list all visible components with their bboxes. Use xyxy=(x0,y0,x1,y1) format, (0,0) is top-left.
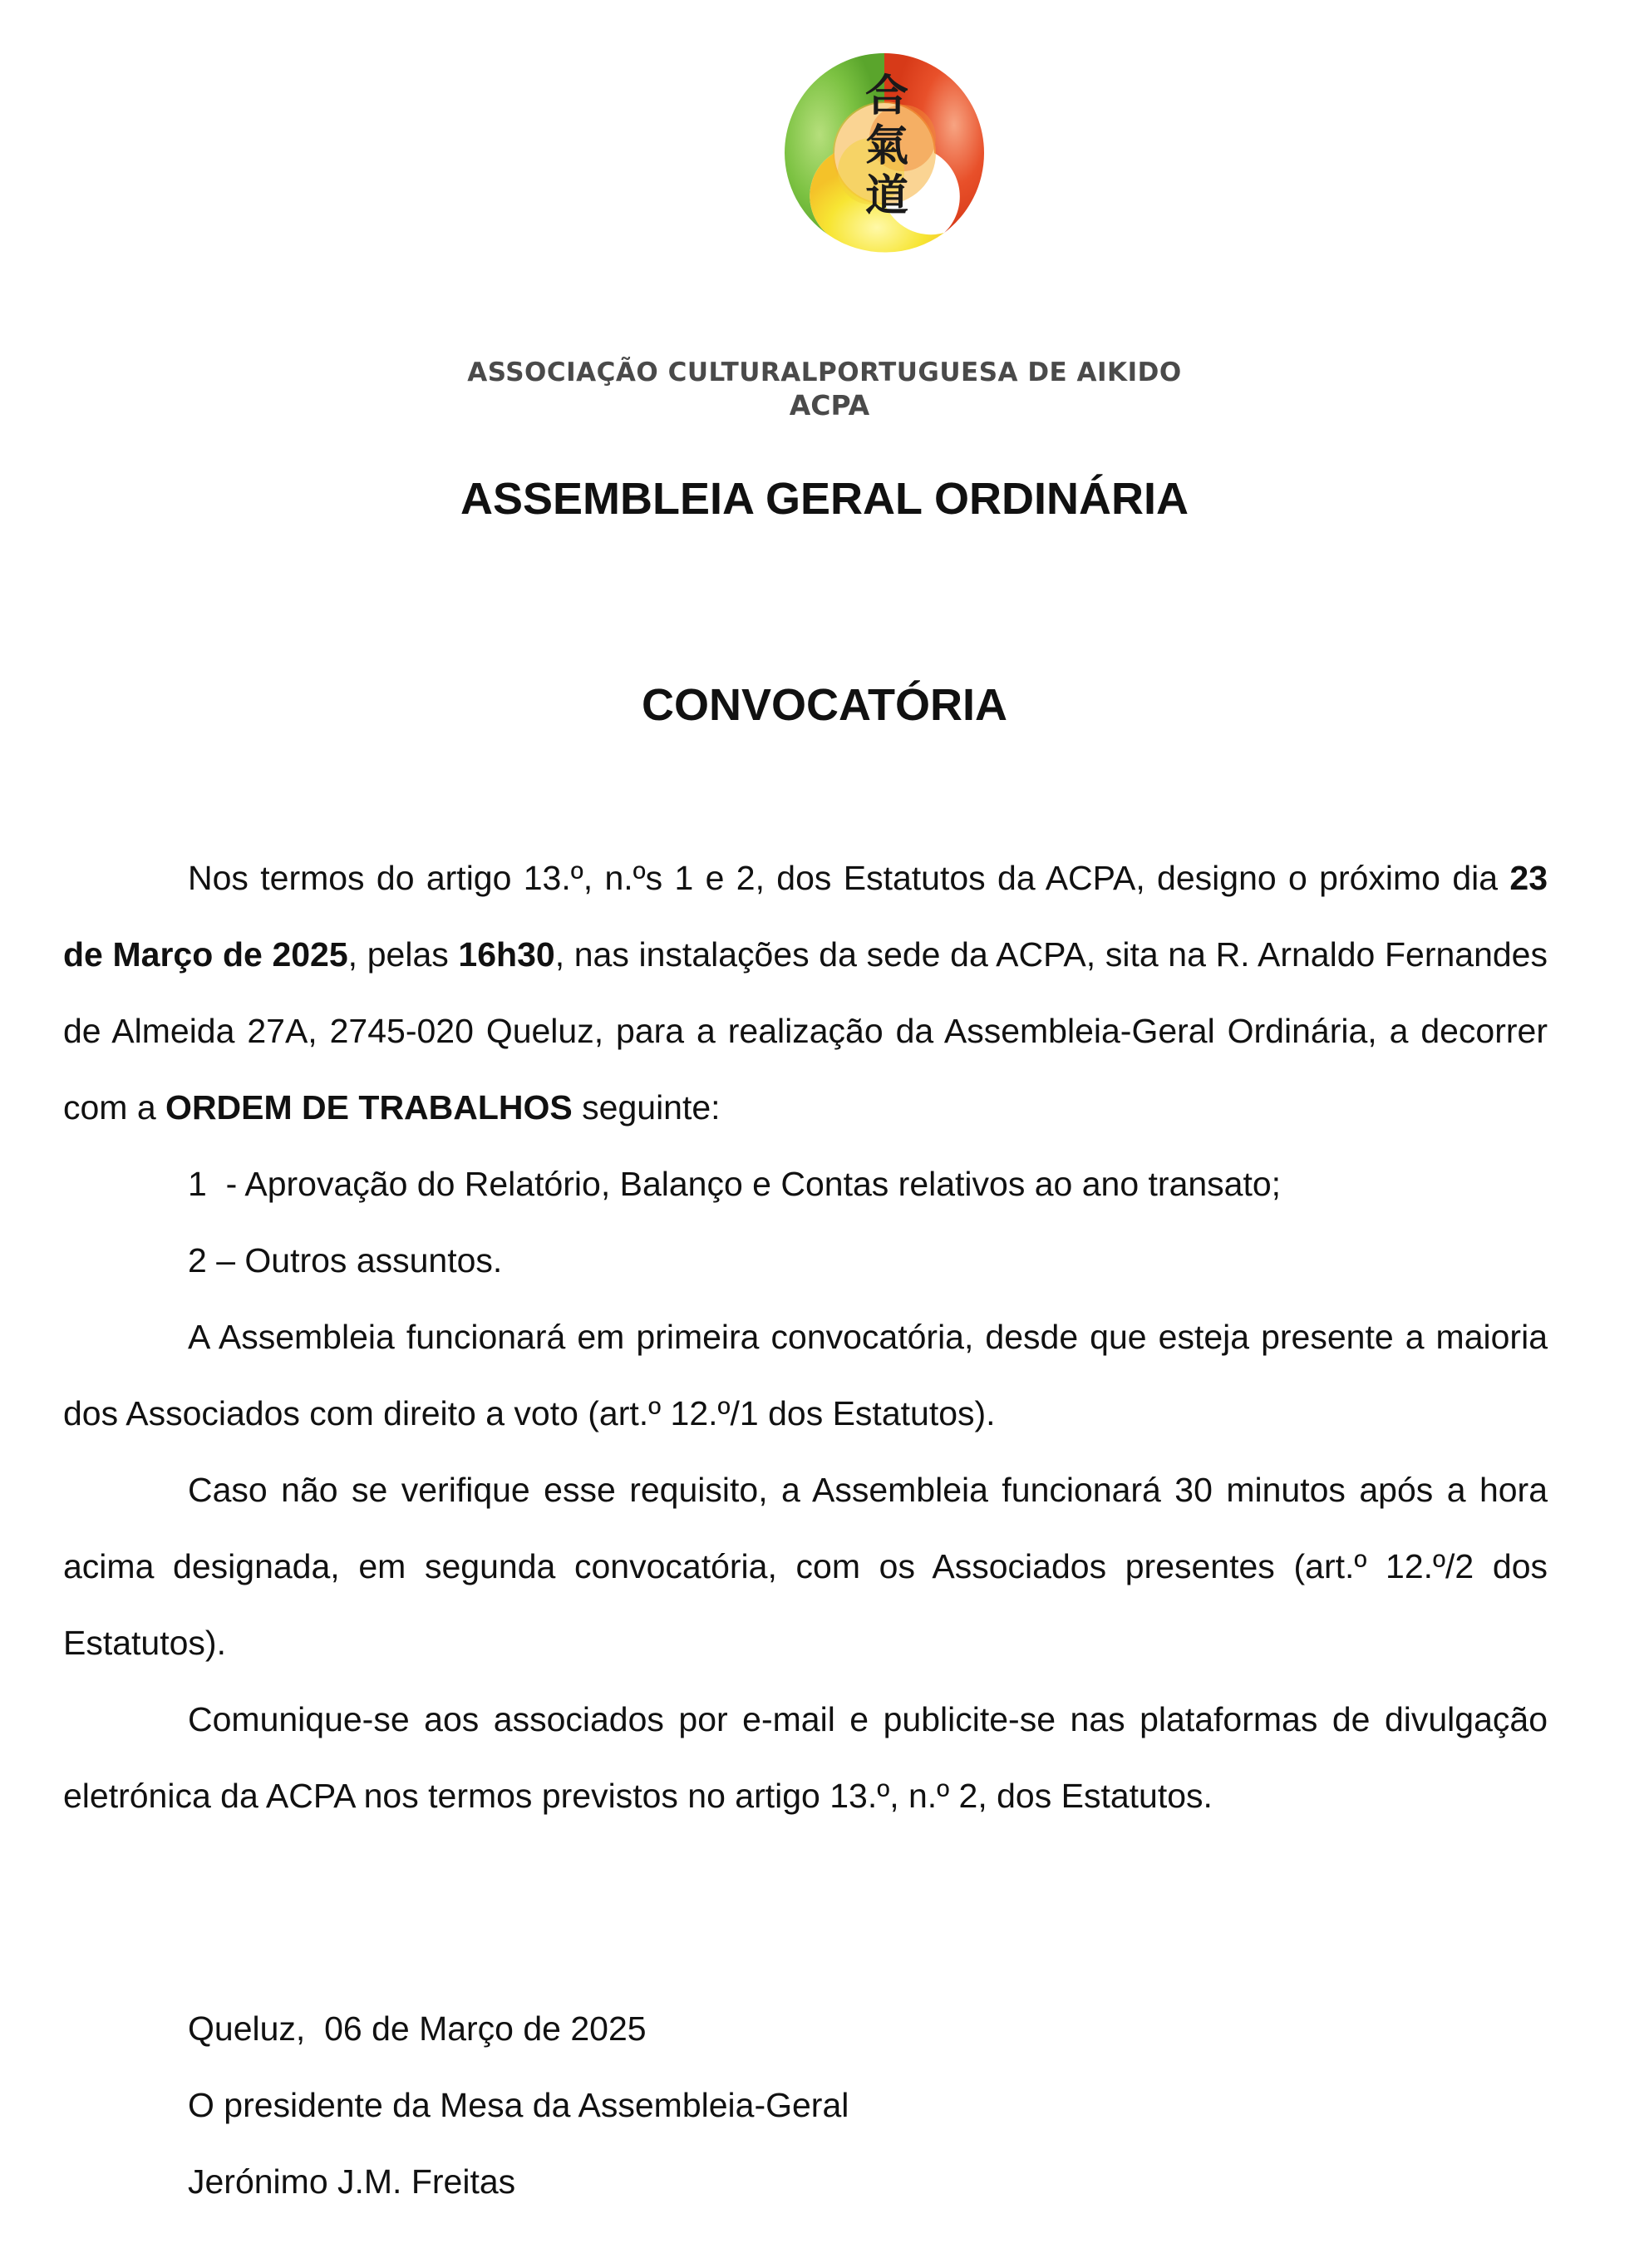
intro-text-3: , nas instalações da sede da ACPA, sita na R. Arnaldo Fernandes de Almeida 27A, 2745-020 Queluz, para a realização da Assembleia-Geral Ordinária, a decorrer com a xyxy=(63,935,1548,1127)
meeting-date: 23 de Março de 2025 xyxy=(63,859,1548,974)
logo-kanji xyxy=(849,71,924,221)
logo-kanji-do: 道 xyxy=(864,171,908,221)
association-abbr: ACPA xyxy=(789,389,870,422)
agenda-heading: ORDEM DE TRABALHOS xyxy=(165,1088,573,1127)
signature-name: Jerónimo J.M. Freitas xyxy=(188,2162,516,2201)
aikido-logo xyxy=(778,47,991,259)
agenda-item-2: 2 – Outros assuntos. xyxy=(188,1241,503,1279)
signature-role: O presidente da Mesa da Assembleia-Geral xyxy=(188,2086,849,2124)
paragraph-first-call: A Assembleia funcionará em primeira convocatória, desde que esteja presente a maioria dos Associados com direito a voto (art.º 12.º/1 dos Estatutos). xyxy=(63,1318,1548,1432)
intro-text-2: , pelas xyxy=(347,935,459,974)
agenda-item-1: 1 - Aprovação do Relatório, Balanço e Contas relativos ao ano transato; xyxy=(188,1165,1282,1203)
convocation-title: CONVOCATÓRIA xyxy=(642,680,1007,730)
logo-kanji-ki: 氣 xyxy=(864,121,908,171)
logo-kanji-ai: 合 xyxy=(864,71,908,121)
signature-place-date: Queluz, 06 de Março de 2025 xyxy=(188,2009,647,2048)
intro-text-1: Nos termos do artigo 13.º, n.ºs 1 e 2, dos Estatutos da ACPA, designo o próximo dia xyxy=(188,859,1510,897)
paragraph-intro xyxy=(63,840,1548,1146)
paragraph-communication: Comunique-se aos associados por e-mail e publicite-se nas plataformas de divulgação eletrónica da ACPA nos termos previstos no artigo 13.º, n.º 2, dos Estatutos. xyxy=(63,1700,1548,1815)
signature-block xyxy=(188,1990,849,2220)
intro-text-4: seguinte: xyxy=(572,1088,721,1127)
association-name: ASSOCIAÇÃO CULTURALPORTUGUESA DE AIKIDO xyxy=(467,357,1182,387)
paragraph-second-call: Caso não se verifique esse requisito, a Assembleia funcionará 30 minutos após a hora acima designada, em segunda convocatória, com os Associados presentes (art.º 12.º/2 dos Estatutos). xyxy=(63,1471,1548,1662)
meeting-time: 16h30 xyxy=(458,935,555,974)
document-body xyxy=(63,840,1548,1834)
document-title: ASSEMBLEIA GERAL ORDINÁRIA xyxy=(460,474,1189,524)
